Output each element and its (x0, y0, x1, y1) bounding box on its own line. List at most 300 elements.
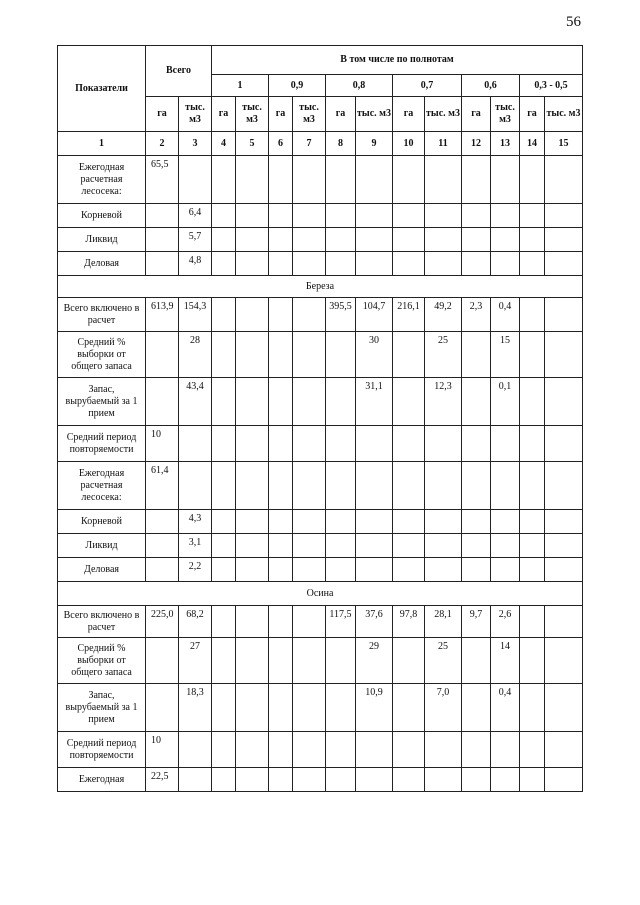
table-cell (425, 156, 462, 204)
table-row (58, 228, 583, 252)
table-cell (545, 378, 583, 426)
table-cell (393, 732, 425, 768)
table-row (58, 252, 583, 276)
column-number: 14 (520, 132, 545, 156)
table-cell (356, 732, 393, 768)
table-cell (491, 534, 520, 558)
table-cell (462, 426, 491, 462)
table-cell: 4,8 (179, 252, 212, 276)
table-cell (393, 332, 425, 378)
table-cell: 10 (146, 426, 179, 462)
table-cell (146, 558, 179, 582)
indicator-label: Средний период повторяемости (58, 426, 146, 462)
table-cell: 43,4 (179, 378, 212, 426)
table-cell (293, 228, 326, 252)
density-header: 0,3 - 0,5 (520, 75, 583, 97)
table-cell (236, 558, 269, 582)
table-row (58, 638, 583, 684)
table-cell (146, 252, 179, 276)
indicator-label: Средний % выборки от общего запаса (58, 332, 146, 378)
table-cell (236, 606, 269, 638)
table-cell (393, 510, 425, 534)
table-cell: 216,1 (393, 298, 425, 332)
indicator-label: Ежегодная расчетная лесосека: (58, 462, 146, 510)
indicator-label: Запас, вырубаемый за 1 прием (58, 378, 146, 426)
table-cell (545, 768, 583, 792)
table-cell: 97,8 (393, 606, 425, 638)
table-cell: 25 (425, 638, 462, 684)
table-cell (356, 558, 393, 582)
table-cell: 37,6 (356, 606, 393, 638)
table-cell (236, 426, 269, 462)
table-cell (545, 732, 583, 768)
column-number: 4 (212, 132, 236, 156)
table-cell (491, 768, 520, 792)
table-cell (146, 228, 179, 252)
table-cell (269, 684, 293, 732)
table-cell: 10 (146, 732, 179, 768)
table-row (58, 510, 583, 534)
table-cell (545, 558, 583, 582)
table-row (58, 204, 583, 228)
table-row (58, 332, 583, 378)
table-cell (269, 426, 293, 462)
table-cell: 30 (356, 332, 393, 378)
unit-volume-header: тыс. м3 (236, 97, 269, 132)
table-cell (326, 510, 356, 534)
table-cell (269, 298, 293, 332)
table-cell: 395,5 (326, 298, 356, 332)
table-cell (146, 534, 179, 558)
table-cell (269, 534, 293, 558)
table-cell (520, 378, 545, 426)
table-cell (269, 462, 293, 510)
section-title: Осина (58, 582, 583, 606)
table-cell (236, 684, 269, 732)
table-cell (491, 510, 520, 534)
table-cell (356, 768, 393, 792)
table-row (58, 606, 583, 638)
table-cell (326, 462, 356, 510)
table-cell (326, 332, 356, 378)
table-cell (491, 426, 520, 462)
table-cell (462, 768, 491, 792)
table-cell (462, 204, 491, 228)
unit-ha-header: га (520, 97, 545, 132)
table-cell (236, 638, 269, 684)
table-cell (425, 228, 462, 252)
table-cell (293, 378, 326, 426)
column-number: 8 (326, 132, 356, 156)
table-cell: 0,1 (491, 378, 520, 426)
column-number: 1 (58, 132, 146, 156)
table-cell: 9,7 (462, 606, 491, 638)
table-cell (545, 228, 583, 252)
table-cell: 14 (491, 638, 520, 684)
table-cell: 7,0 (425, 684, 462, 732)
table-cell: 68,2 (179, 606, 212, 638)
table-cell (236, 298, 269, 332)
table-cell (393, 228, 425, 252)
table-cell: 65,5 (146, 156, 179, 204)
indicator-label: Ликвид (58, 228, 146, 252)
header-by-density: В том числе по полнотам (212, 46, 583, 75)
table-cell (236, 252, 269, 276)
table-cell: 28,1 (425, 606, 462, 638)
table-cell (212, 156, 236, 204)
table-cell (545, 684, 583, 732)
table-cell: 0,4 (491, 684, 520, 732)
page-number: 56 (566, 14, 581, 30)
table-cell (293, 558, 326, 582)
table-cell (269, 252, 293, 276)
indicator-label: Всего включено в расчет (58, 298, 146, 332)
table-cell (269, 378, 293, 426)
table-cell (462, 534, 491, 558)
table-cell (326, 228, 356, 252)
density-header: 0,9 (269, 75, 326, 97)
table-cell (462, 156, 491, 204)
table-row (58, 684, 583, 732)
table-cell (236, 462, 269, 510)
table-cell: 10,9 (356, 684, 393, 732)
table-row (58, 426, 583, 462)
indicator-label: Средний период повторяемости (58, 732, 146, 768)
table-cell (326, 378, 356, 426)
table-row (58, 558, 583, 582)
table-cell (269, 558, 293, 582)
table-cell (462, 558, 491, 582)
table-cell (326, 204, 356, 228)
table-row (58, 768, 583, 792)
indicator-label: Деловая (58, 252, 146, 276)
table-cell (293, 510, 326, 534)
table-cell (393, 204, 425, 228)
table-cell (393, 638, 425, 684)
table-cell: 18,3 (179, 684, 212, 732)
table-cell (393, 534, 425, 558)
table-row (58, 378, 583, 426)
table-cell (425, 426, 462, 462)
table-cell (326, 684, 356, 732)
table-cell (545, 606, 583, 638)
column-number: 5 (236, 132, 269, 156)
section-row (58, 276, 583, 298)
table-cell (520, 558, 545, 582)
table-cell (462, 684, 491, 732)
indicator-label: Деловая (58, 558, 146, 582)
table-cell (491, 156, 520, 204)
table-cell: 2,6 (491, 606, 520, 638)
column-number: 15 (545, 132, 583, 156)
table-cell (146, 638, 179, 684)
column-number: 13 (491, 132, 520, 156)
table-cell (491, 558, 520, 582)
table-cell (326, 638, 356, 684)
table-cell (236, 378, 269, 426)
table-cell (393, 768, 425, 792)
table-cell: 31,1 (356, 378, 393, 426)
table-cell (269, 228, 293, 252)
table-cell (491, 732, 520, 768)
table-cell: 29 (356, 638, 393, 684)
table-cell (393, 684, 425, 732)
table-cell (212, 252, 236, 276)
indicator-label: Средний % выборки от общего запаса (58, 638, 146, 684)
table-cell (146, 204, 179, 228)
density-table (57, 45, 583, 792)
table-cell (462, 732, 491, 768)
table-cell (425, 768, 462, 792)
table-cell (269, 204, 293, 228)
table-cell (212, 332, 236, 378)
table-cell (236, 332, 269, 378)
table-cell (520, 426, 545, 462)
table-cell (520, 252, 545, 276)
table-cell (393, 426, 425, 462)
column-number: 7 (293, 132, 326, 156)
indicator-label: Всего включено в расчет (58, 606, 146, 638)
table-cell (269, 510, 293, 534)
table-cell (545, 638, 583, 684)
table-cell (293, 156, 326, 204)
table-cell (326, 534, 356, 558)
table-cell (146, 332, 179, 378)
table-cell (545, 204, 583, 228)
table-cell (236, 768, 269, 792)
table-cell (269, 768, 293, 792)
table-cell (236, 534, 269, 558)
table-cell (212, 732, 236, 768)
density-header: 0,8 (326, 75, 393, 97)
table-cell: 2,3 (462, 298, 491, 332)
table-cell (179, 156, 212, 204)
table-cell (462, 510, 491, 534)
table-cell (293, 426, 326, 462)
table-cell (425, 510, 462, 534)
table-cell (491, 228, 520, 252)
section-row (58, 582, 583, 606)
table-cell (520, 606, 545, 638)
column-number: 2 (146, 132, 179, 156)
table-cell (326, 558, 356, 582)
unit-volume-header: тыс. м3 (491, 97, 520, 132)
table-cell: 225,0 (146, 606, 179, 638)
table-cell (491, 252, 520, 276)
table-cell (212, 298, 236, 332)
table-cell (462, 378, 491, 426)
table-cell: 117,5 (326, 606, 356, 638)
table-cell: 104,7 (356, 298, 393, 332)
table-cell (356, 462, 393, 510)
density-header: 0,7 (393, 75, 462, 97)
table-cell (236, 510, 269, 534)
table-cell (269, 638, 293, 684)
table-cell (293, 298, 326, 332)
table-cell (293, 204, 326, 228)
table-cell (293, 332, 326, 378)
table-cell (393, 156, 425, 204)
table-cell (326, 732, 356, 768)
table-cell: 0,4 (491, 298, 520, 332)
unit-ha-header: га (212, 97, 236, 132)
table-cell (212, 204, 236, 228)
column-number: 9 (356, 132, 393, 156)
table-cell (520, 768, 545, 792)
unit-volume-header: тыс. м3 (356, 97, 393, 132)
section-title: Береза (58, 276, 583, 298)
table-cell (545, 156, 583, 204)
table-cell (462, 332, 491, 378)
density-header: 0,6 (462, 75, 520, 97)
column-number: 10 (393, 132, 425, 156)
table-cell (269, 606, 293, 638)
table-cell (425, 252, 462, 276)
table-cell (356, 156, 393, 204)
table-cell (356, 534, 393, 558)
table-cell (293, 732, 326, 768)
table-cell (491, 462, 520, 510)
column-number: 6 (269, 132, 293, 156)
density-header: 1 (212, 75, 269, 97)
table-cell: 15 (491, 332, 520, 378)
table-cell (293, 768, 326, 792)
table-cell: 12,3 (425, 378, 462, 426)
table-cell (520, 462, 545, 510)
table-cell (425, 462, 462, 510)
table-cell (212, 638, 236, 684)
table-cell (293, 638, 326, 684)
table-cell (269, 156, 293, 204)
table-cell (545, 332, 583, 378)
table-cell (520, 638, 545, 684)
table-cell (269, 732, 293, 768)
table-cell (326, 768, 356, 792)
unit-volume-header: тыс. м3 (179, 97, 212, 132)
table-cell: 613,9 (146, 298, 179, 332)
table-cell (326, 156, 356, 204)
table-cell (236, 204, 269, 228)
table-cell (212, 510, 236, 534)
table-cell (212, 426, 236, 462)
table-cell (326, 426, 356, 462)
table-cell (356, 252, 393, 276)
unit-ha-header: га (326, 97, 356, 132)
table-cell (393, 378, 425, 426)
table-cell: 5,7 (179, 228, 212, 252)
table-cell (293, 534, 326, 558)
table-cell (212, 558, 236, 582)
indicator-label: Ежегодная (58, 768, 146, 792)
indicator-label: Корневой (58, 510, 146, 534)
table-cell (545, 462, 583, 510)
table-cell (356, 228, 393, 252)
header-total: Всего (146, 46, 212, 97)
table-cell (236, 228, 269, 252)
table-cell (179, 462, 212, 510)
table-cell (425, 558, 462, 582)
table-cell (146, 510, 179, 534)
unit-ha-header: га (393, 97, 425, 132)
table-cell (179, 732, 212, 768)
unit-volume-header: тыс. м3 (545, 97, 583, 132)
table-cell (520, 684, 545, 732)
table-cell (520, 732, 545, 768)
indicator-label: Запас, вырубаемый за 1 прием (58, 684, 146, 732)
unit-volume-header: тыс. м3 (425, 97, 462, 132)
unit-ha-header: га (462, 97, 491, 132)
column-number: 11 (425, 132, 462, 156)
unit-ha-header: га (146, 97, 179, 132)
table-cell (212, 684, 236, 732)
table-cell (520, 298, 545, 332)
table-cell (179, 426, 212, 462)
unit-ha-header: га (269, 97, 293, 132)
table-cell (520, 332, 545, 378)
table-cell (293, 684, 326, 732)
table-row (58, 156, 583, 204)
table-cell (146, 378, 179, 426)
table-cell (520, 534, 545, 558)
table-cell: 3,1 (179, 534, 212, 558)
table-cell (146, 684, 179, 732)
table-cell (491, 204, 520, 228)
table-row (58, 534, 583, 558)
table-cell (236, 732, 269, 768)
table-cell (212, 768, 236, 792)
table-cell (425, 732, 462, 768)
table-cell (520, 510, 545, 534)
table-row (58, 732, 583, 768)
table-cell (212, 606, 236, 638)
table-cell (212, 228, 236, 252)
table-cell (179, 768, 212, 792)
table-cell: 28 (179, 332, 212, 378)
table-cell (425, 534, 462, 558)
table-cell (393, 558, 425, 582)
indicator-label: Ежегодная расчетная лесосека: (58, 156, 146, 204)
table-cell (545, 426, 583, 462)
table-row (58, 462, 583, 510)
table-cell: 27 (179, 638, 212, 684)
table-row (58, 298, 583, 332)
table-cell (212, 462, 236, 510)
table-cell (356, 510, 393, 534)
table-cell (520, 228, 545, 252)
table-cell: 61,4 (146, 462, 179, 510)
table-cell (462, 228, 491, 252)
table-cell (462, 462, 491, 510)
column-number: 12 (462, 132, 491, 156)
table-cell: 49,2 (425, 298, 462, 332)
table-cell (545, 534, 583, 558)
table-cell (393, 462, 425, 510)
indicator-label: Ликвид (58, 534, 146, 558)
table-cell (356, 204, 393, 228)
unit-volume-header: тыс. м3 (293, 97, 326, 132)
table-cell (425, 204, 462, 228)
table-cell: 22,5 (146, 768, 179, 792)
table-cell: 154,3 (179, 298, 212, 332)
table-cell (520, 204, 545, 228)
table-cell (462, 638, 491, 684)
table-cell (545, 252, 583, 276)
header-indicators: Показатели (58, 46, 146, 132)
table-cell (293, 462, 326, 510)
table-cell (393, 252, 425, 276)
table-cell (212, 534, 236, 558)
table-cell (462, 252, 491, 276)
